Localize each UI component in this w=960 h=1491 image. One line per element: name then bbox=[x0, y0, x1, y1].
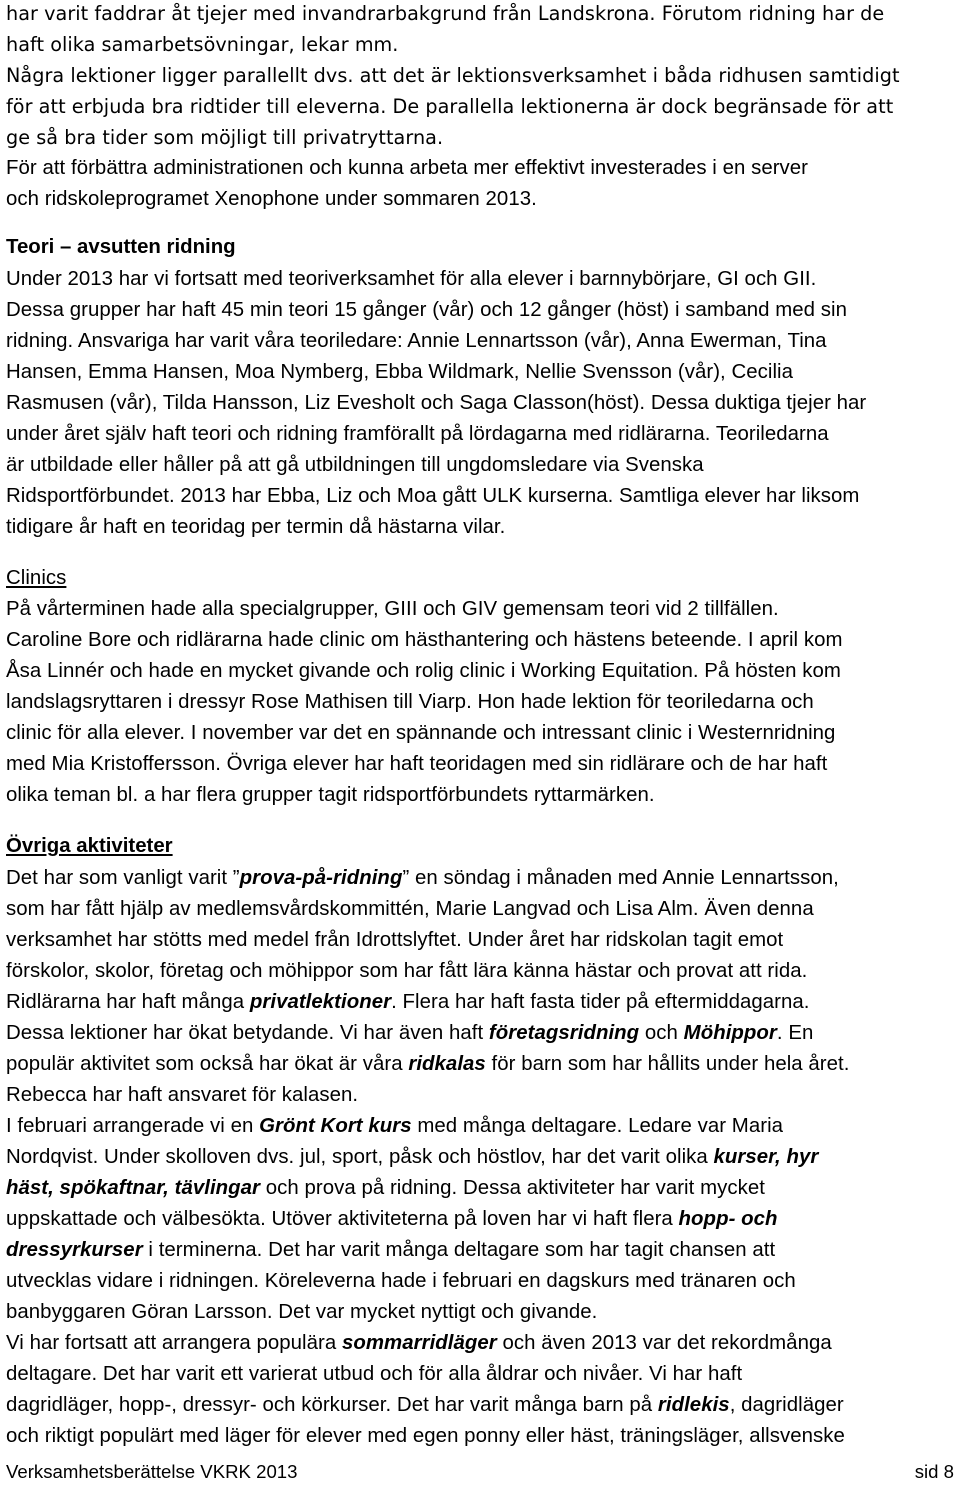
text-segment: Nordqvist. Under skolloven dvs. jul, sport, påsk och höstlov, har det varit olika bbox=[6, 1146, 714, 1168]
emphasis-text: ridlekis bbox=[657, 1394, 730, 1416]
teori-line: Ridsportförbundet. 2013 har Ebba, Liz och Moa gått ULK kurserna. Samtliga elever har liksom bbox=[6, 485, 860, 507]
clinics-line: landslagsryttaren i dressyr Rose Mathisen till Viarp. Hon hade lektion för teoriledarna och bbox=[6, 691, 814, 713]
ovriga-line-1 bbox=[6, 863, 839, 894]
teori-heading: Teori – avsutten ridning bbox=[6, 236, 236, 258]
emphasis-text: dressyrkurser bbox=[6, 1239, 143, 1261]
ovriga-line-5 bbox=[6, 987, 810, 1018]
text-segment: Dessa lektioner har ökat betydande. Vi har även haft bbox=[6, 1022, 489, 1044]
server-line-1: För att förbättra administrationen och kunna arbeta mer effektivt investerades i en server bbox=[6, 157, 809, 179]
text-segment: , dagridläger bbox=[729, 1394, 844, 1416]
ovriga-line-13 bbox=[6, 1235, 775, 1266]
clinics-line: clinic för alla elever. I november var det en spännande och intressant clinic i Westernridning bbox=[6, 722, 836, 744]
ovriga-line-7 bbox=[6, 1049, 849, 1080]
text-segment: Ridlärarna har haft många bbox=[6, 991, 250, 1013]
teori-line: Rasmusen (vår), Tilda Hansson, Liz Evesholt och Saga Classon(höst). Dessa duktiga tjejer har bbox=[6, 392, 867, 414]
emphasis-text: hopp- och bbox=[678, 1208, 778, 1230]
ovriga-line-2: som har fått hjälp av medlemsvårdskommittén, Marie Langvad och Lisa Alm. Även denna bbox=[6, 898, 814, 920]
ovriga-line-10 bbox=[6, 1142, 818, 1173]
ovriga-line-11 bbox=[6, 1173, 765, 1204]
emphasis-text: kurser, hyr bbox=[713, 1146, 819, 1168]
text-segment: uppskattade och välbesökta. Utöver aktiviteterna på loven har vi haft flera bbox=[6, 1208, 679, 1230]
intro-line-1: har varit faddrar åt tjejer med invandrarbakgrund från Landskrona. Förutom ridning har de bbox=[6, 2, 885, 25]
teori-line: Under 2013 har vi fortsatt med teoriverksamhet för alla elever i barnnybörjare, GI och GII. bbox=[6, 268, 817, 290]
footer-title: Verksamhetsberättelse VKRK 2013 bbox=[6, 1461, 298, 1482]
clinics-line: På vårterminen hade alla specialgrupper, GIII och GIV gemensam teori vid 2 tillfällen. bbox=[6, 598, 779, 620]
emphasis-text: Möhippor bbox=[683, 1022, 777, 1044]
ovriga-line-18 bbox=[6, 1390, 844, 1421]
ovriga-line-16 bbox=[6, 1328, 832, 1359]
teori-line: är utbildade eller håller på att gå utbildningen till ungdomsledare via Svenska bbox=[6, 454, 704, 476]
ovriga-line-3: verksamhet har stötts med medel från Idrottslyftet. Under året har ridskolan tagit emot bbox=[6, 929, 784, 951]
text-segment: dagridläger, hopp-, dressyr- och körkurser. Det har varit många barn på bbox=[6, 1394, 658, 1416]
emphasis-text: sommarridläger bbox=[341, 1332, 497, 1354]
text-segment: och prova på ridning. Dessa aktiviteter har varit mycket bbox=[260, 1177, 765, 1199]
ovriga-line-12 bbox=[6, 1204, 778, 1235]
teori-line: Hansen, Emma Hansen, Moa Nymberg, Ebba Wildmark, Nellie Svensson (vår), Cecilia bbox=[6, 361, 794, 383]
emphasis-text: prova-på-ridning bbox=[239, 867, 403, 889]
ovriga-line-19: och riktigt populärt med läger för elever med egen ponny eller häst, träningsläger, allsvenske bbox=[6, 1425, 845, 1447]
clinics-line: med Mia Kristoffersson. Övriga elever har haft teoridagen med sin ridlärare och de har haft bbox=[6, 753, 828, 775]
ovriga-line-15: banbyggaren Göran Larsson. Det var mycket nyttigt och givande. bbox=[6, 1301, 598, 1323]
clinics-line: Åsa Linnér och hade en mycket givande och rolig clinic i Working Equitation. På hösten kom bbox=[6, 660, 841, 682]
clinics-heading: Clinics bbox=[6, 567, 67, 589]
text-segment: Vi har fortsatt att arrangera populära bbox=[6, 1332, 342, 1354]
text-segment: populär aktivitet som också har ökat är våra bbox=[6, 1053, 409, 1075]
intro-line-2: haft olika samarbetsövningar, lekar mm. bbox=[6, 33, 399, 56]
text-segment: och även 2013 var det rekordmånga bbox=[496, 1332, 832, 1354]
text-segment: i terminerna. Det har varit många deltagare som har tagit chansen att bbox=[142, 1239, 776, 1261]
ovriga-line-14: utvecklas vidare i ridningen. Köreleverna hade i februari en dagskurs med tränaren och bbox=[6, 1270, 796, 1292]
text-segment: . Flera har haft fasta tider på eftermiddagarna. bbox=[391, 991, 810, 1013]
emphasis-text: häst, spökaftnar, tävlingar bbox=[6, 1177, 261, 1199]
ovriga-line-6 bbox=[6, 1018, 813, 1049]
ovriga-line-8: Rebecca har haft ansvaret för kalasen. bbox=[6, 1084, 359, 1106]
emphasis-text: företagsridning bbox=[488, 1022, 640, 1044]
intro-line-5: ge så bra tider som möjligt till privatryttarna. bbox=[6, 126, 444, 149]
ovriga-line-4: förskolor, skolor, företag och möhippor som har fått lära känna hästar och provat att rida. bbox=[6, 960, 808, 982]
text-segment: Det har som vanligt varit ” bbox=[6, 867, 240, 889]
text-segment: I februari arrangerade vi en bbox=[6, 1115, 260, 1137]
text-segment: . En bbox=[776, 1022, 814, 1044]
page-number: sid 8 bbox=[914, 1461, 954, 1482]
text-segment: ” en söndag i månaden med Annie Lennartsson, bbox=[402, 867, 839, 889]
teori-line: tidigare år haft en teoridag per termin då hästarna vilar. bbox=[6, 516, 506, 538]
teori-line: Dessa grupper har haft 45 min teori 15 gånger (vår) och 12 gånger (höst) i samband med sin bbox=[6, 299, 847, 321]
emphasis-text: privatlektioner bbox=[249, 991, 392, 1013]
text-segment: för barn som har hållits under hela året. bbox=[485, 1053, 850, 1075]
emphasis-text: ridkalas bbox=[408, 1053, 486, 1075]
clinics-line: Caroline Bore och ridlärarna hade clinic om hästhantering och hästens beteende. I april kom bbox=[6, 629, 843, 651]
emphasis-text: Grönt Kort kurs bbox=[259, 1115, 412, 1137]
intro-line-3: Några lektioner ligger parallellt dvs. att det är lektionsverksamhet i båda ridhusen samtidigt bbox=[6, 64, 900, 87]
ovriga-heading: Övriga aktiviteter bbox=[6, 835, 173, 857]
text-segment: och bbox=[639, 1022, 684, 1044]
text-segment: med många deltagare. Ledare var Maria bbox=[411, 1115, 784, 1137]
clinics-line: olika teman bl. a har flera grupper tagit ridsportförbundets ryttarmärken. bbox=[6, 784, 655, 806]
ovriga-line-9 bbox=[6, 1111, 783, 1142]
teori-line: under året själv haft teori och ridning framförallt på lördagarna med ridlärarna. Teoriledarna bbox=[6, 423, 829, 445]
ovriga-line-17: deltagare. Det har varit ett varierat utbud och för alla åldrar och nivåer. Vi har haft bbox=[6, 1363, 743, 1385]
page-footer bbox=[6, 1457, 958, 1487]
intro-line-4: för att erbjuda bra ridtider till eleverna. De parallella lektionerna är dock begränsade för att bbox=[6, 95, 894, 118]
server-line-2: och ridskoleprogramet Xenophone under sommaren 2013. bbox=[6, 188, 537, 210]
teori-line: ridning. Ansvariga har varit våra teoriledare: Annie Lennartsson (vår), Anna Ewerman, Tina bbox=[6, 330, 827, 352]
